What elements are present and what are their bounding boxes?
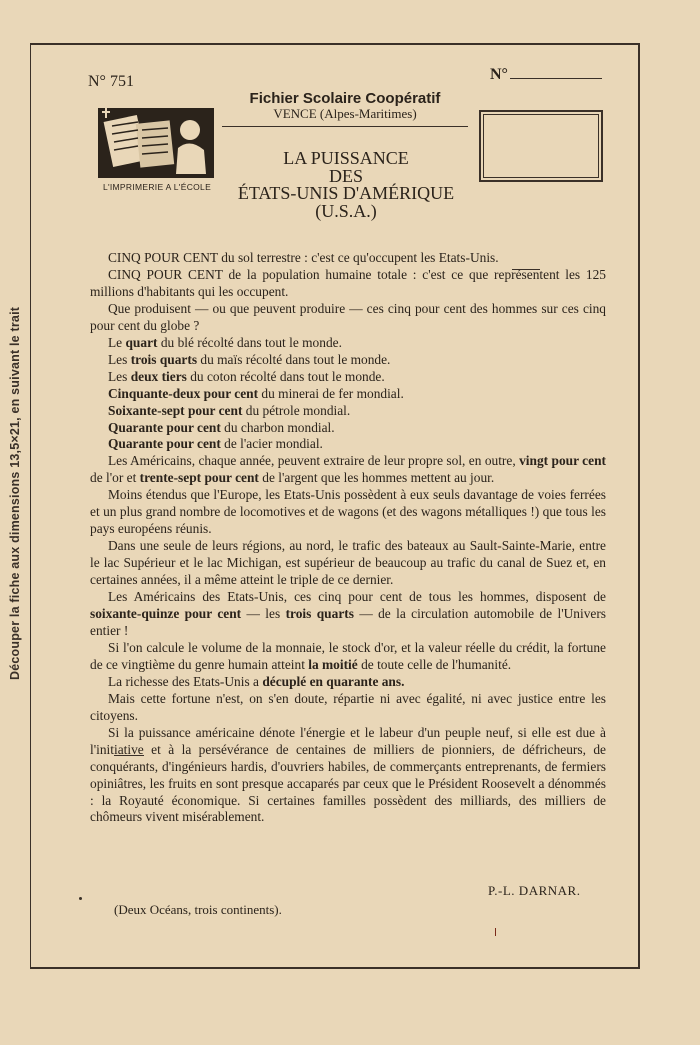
ink-dot <box>79 897 82 900</box>
bold-text: Soixante-sept pour cent <box>108 402 243 418</box>
bold-text: vingt pour cent <box>519 453 606 469</box>
text-run: Le <box>108 334 126 350</box>
handwritten-underline <box>512 269 540 270</box>
handwritten-underline <box>114 755 144 756</box>
title-line: DES <box>328 165 363 186</box>
body-paragraph <box>90 538 606 589</box>
card-number: N° 751 <box>88 73 134 90</box>
header-rule <box>222 126 468 127</box>
title-line: (U.S.A.) <box>315 200 377 221</box>
text-run: — de la circulation automobile de l'Univers entier ! <box>90 606 607 638</box>
body-paragraph <box>90 674 606 691</box>
body-paragraph <box>90 725 606 827</box>
text-run: du blé récolté dans tout le monde. <box>157 334 342 350</box>
bold-text: soixante-quinze pour cent <box>90 606 242 622</box>
text-run: de toute celle de l'humanité. <box>357 656 512 672</box>
text-run: Si la puissance américaine dénote l'énergie et le labeur d'un peuple neuf, si elle est due à l'initiative et à la persévérance de centaines de milliers de pionniers, de défricheurs, de conquérants, d'ingénieurs hardis, d'ouvriers habiles, de commerçants entreprenants, de fermiers opiniâtres, les fruits en sont presque accaparés par ceux que le Président Roosevelt a dénommés : la Royauté économique. Si certaines familles possèdent des milliards, des milliers de chômeurs vivent misérablement. <box>90 724 606 825</box>
text-run: Dans une seule de leurs régions, au nord, le trafic des bateaux au Sault-Sainte-Marie, entre le lac Supérieur et le lac Michigan, est supérieur de beaucoup au trafic du canal de Suez et, en certaines années, il a même atteint le triple de ce dernier. <box>90 538 606 588</box>
text-run: Mais cette fortune n'est, on s'en doute, répartie ni avec égalité, ni avec justice entre les citoyens. <box>90 690 606 723</box>
body-paragraph <box>90 640 606 674</box>
body-paragraph <box>90 352 606 369</box>
text-run: Les Américains des Etats-Unis, ces cinq pour cent de tous les hommes, disposent de <box>108 589 606 605</box>
body-paragraph <box>90 301 606 335</box>
title-line: ÉTATS-UNIS D'AMÉRIQUE <box>237 183 455 203</box>
text-run: Si l'on calcule le volume de la monnaie, le stock d'or, et la valeur réelle du crédit, la fortune de ce vingtième du genre humain atteint <box>90 639 606 672</box>
text-run: Les <box>108 368 131 384</box>
body-paragraph <box>90 386 606 403</box>
text-run: Les <box>108 351 131 367</box>
cut-instruction: Découper la fiche aux dimensions 13,5×21, en suivant le trait <box>8 306 22 680</box>
article-body <box>90 250 606 826</box>
body-paragraph <box>90 453 606 487</box>
body-paragraph <box>90 420 606 437</box>
text-run: de l'argent que les hommes mettent au jour. <box>258 470 495 486</box>
publisher-location: VENCE (Alpes-Maritimes) <box>273 106 417 121</box>
bold-text: la moitié <box>308 656 358 672</box>
body-paragraph <box>90 691 606 725</box>
text-run: CINQ POUR CENT de la population humaine totale : c'est ce que représentent les 125 millions d'habitants qui les occupent. <box>90 266 606 299</box>
body-paragraph <box>90 267 606 301</box>
bold-text: deux tiers <box>130 368 187 384</box>
publisher-name: Fichier Scolaire Coopératif <box>249 90 441 107</box>
number-field-line <box>510 78 602 79</box>
body-paragraph <box>90 436 606 453</box>
document-title <box>218 150 474 220</box>
body-paragraph <box>90 335 606 352</box>
text-run: du coton récolté dans tout le monde. <box>186 368 385 384</box>
text-run: de l'or et <box>90 470 140 486</box>
text-run: de l'acier mondial. <box>220 436 323 452</box>
author-signature: P.-L. DARNAR. <box>488 883 581 898</box>
body-paragraph <box>90 369 606 386</box>
logo-caption: L'IMPRIMERIE A L'ÉCOLE <box>102 182 212 192</box>
bold-text: décuplé en quarante ans. <box>262 673 405 689</box>
title-line: LA PUISSANCE <box>283 148 409 168</box>
bold-text: Quarante pour cent <box>108 436 221 452</box>
text-run: du minerai de fer mondial. <box>258 385 404 401</box>
body-paragraph <box>90 250 606 267</box>
body-paragraph <box>90 403 606 420</box>
text-run: du charbon mondial. <box>220 419 335 435</box>
body-paragraph <box>90 589 606 640</box>
text-run: du pétrole mondial. <box>242 402 351 418</box>
bold-text: trente-sept pour cent <box>139 470 259 486</box>
ink-mark <box>495 928 496 936</box>
text-run: CINQ POUR CENT du sol terrestre : c'est ce qu'occupent les Etats-Unis. <box>108 250 499 265</box>
bold-text: trois quarts <box>285 606 354 622</box>
bold-text: quart <box>125 334 158 350</box>
body-paragraph <box>90 487 606 538</box>
text-run: Les Américains, chaque année, peuvent extraire de leur propre sol, en outre, <box>108 453 520 469</box>
text-run: Que produisent — ou que peuvent produire — ces cinq pour cent des hommes sur ces cinq pour cent du globe ? <box>90 300 606 333</box>
bold-text: Cinquante-deux pour cent <box>108 385 259 401</box>
number-field-label: N° <box>490 66 508 83</box>
stamp-box <box>479 110 603 182</box>
printing-press-logo <box>98 108 214 178</box>
bold-text: trois quarts <box>130 351 198 367</box>
text-run: Moins étendus que l'Europe, les Etats-Unis possèdent à eux seuls davantage de voies ferrées et un plus grand nombre de locomotives et de wagons (et des wagons métalliques !) que tous les pays européens réunis. <box>90 487 606 537</box>
text-run: La richesse des Etats-Unis a <box>108 673 263 689</box>
text-run: — les <box>241 606 286 622</box>
bold-text: Quarante pour cent <box>108 419 221 435</box>
text-run: du maïs récolté dans tout le monde. <box>197 351 391 367</box>
source-reference: (Deux Océans, trois continents). <box>114 902 282 917</box>
